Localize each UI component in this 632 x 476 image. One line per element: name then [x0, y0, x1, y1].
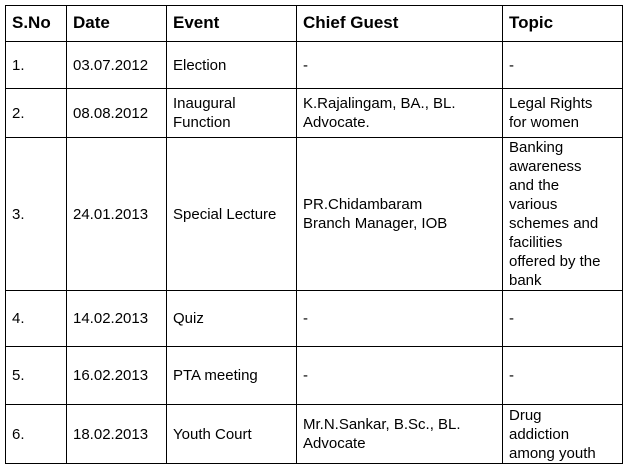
- cell-event: [167, 291, 297, 347]
- cell-sno: 6.: [6, 405, 67, 464]
- cell-date: 03.07.2012: [67, 42, 167, 89]
- cell-event: [167, 347, 297, 405]
- topic-line: -: [509, 367, 514, 384]
- cell-topic: [503, 138, 623, 291]
- event-line: Function: [173, 114, 231, 131]
- cell-topic: [503, 42, 623, 89]
- topic-line: Drug: [509, 406, 542, 424]
- event-line: Election: [173, 56, 227, 74]
- cell-date: 08.08.2012: [67, 89, 167, 138]
- cell-chief-guest: [297, 138, 503, 291]
- cell-chief-guest: [297, 291, 503, 347]
- guest-line: Branch Manager, IOB: [303, 215, 448, 232]
- table-row: [6, 42, 623, 89]
- cell-topic: [503, 89, 623, 138]
- cell-event: [167, 89, 297, 138]
- topic-line: schemes and: [509, 215, 599, 232]
- cell-event: [167, 42, 297, 89]
- header-event: Event: [167, 6, 297, 42]
- event-line: Youth Court: [173, 425, 252, 443]
- guest-line: -: [303, 56, 308, 74]
- cell-event: [167, 138, 297, 291]
- guest-line: Advocate: [303, 435, 366, 452]
- topic-line: various: [509, 196, 558, 213]
- cell-date: 16.02.2013: [67, 347, 167, 405]
- table-row: [6, 138, 623, 291]
- topic-line: awareness: [509, 158, 582, 175]
- topic-line: offered by the: [509, 253, 601, 270]
- cell-sno: 4.: [6, 291, 67, 347]
- guest-line: Mr.N.Sankar, B.Sc., BL.: [303, 416, 461, 433]
- cell-sno: 2.: [6, 89, 67, 138]
- cell-sno: 1.: [6, 42, 67, 89]
- header-date: Date: [67, 6, 167, 42]
- event-line: Quiz: [173, 310, 204, 327]
- event-line: PTA meeting: [173, 367, 258, 384]
- topic-line: and the: [509, 177, 560, 194]
- event-line: Inaugural: [173, 95, 236, 112]
- table-row: [6, 89, 623, 138]
- topic-line: Legal Rights: [509, 95, 593, 112]
- topic-line: Banking: [509, 139, 564, 156]
- cell-event: [167, 405, 297, 464]
- cell-chief-guest: [297, 89, 503, 138]
- guest-line: K.Rajalingam, BA., BL.: [303, 95, 456, 112]
- topic-line: among youth: [509, 444, 596, 462]
- guest-line: PR.Chidambaram: [303, 196, 423, 213]
- cell-date: 18.02.2013: [67, 405, 167, 464]
- table-row: [6, 347, 623, 405]
- header-chief-guest: Chief Guest: [297, 6, 503, 42]
- cell-chief-guest: [297, 405, 503, 464]
- cell-sno: 5.: [6, 347, 67, 405]
- guest-line: Advocate.: [303, 114, 370, 131]
- cell-topic: [503, 291, 623, 347]
- event-line: Special Lecture: [173, 205, 277, 223]
- topic-line: facilities: [509, 234, 563, 251]
- topic-line: -: [509, 56, 514, 74]
- guest-line: -: [303, 310, 308, 327]
- cell-topic: [503, 347, 623, 405]
- cell-chief-guest: [297, 347, 503, 405]
- cell-chief-guest: [297, 42, 503, 89]
- header-topic: Topic: [503, 6, 623, 42]
- cell-date: 24.01.2013: [67, 138, 167, 291]
- events-table: [5, 5, 623, 464]
- topic-line: for women: [509, 114, 580, 131]
- guest-line: -: [303, 367, 308, 384]
- table-header-row: [6, 6, 623, 42]
- cell-sno: 3.: [6, 138, 67, 291]
- topic-line: -: [509, 310, 514, 327]
- header-sno: S.No: [6, 6, 67, 42]
- table-row: [6, 291, 623, 347]
- cell-date: 14.02.2013: [67, 291, 167, 347]
- cell-topic: [503, 405, 623, 464]
- topic-line: bank: [509, 272, 542, 289]
- topic-line: addiction: [509, 425, 570, 443]
- table-row: [6, 405, 623, 464]
